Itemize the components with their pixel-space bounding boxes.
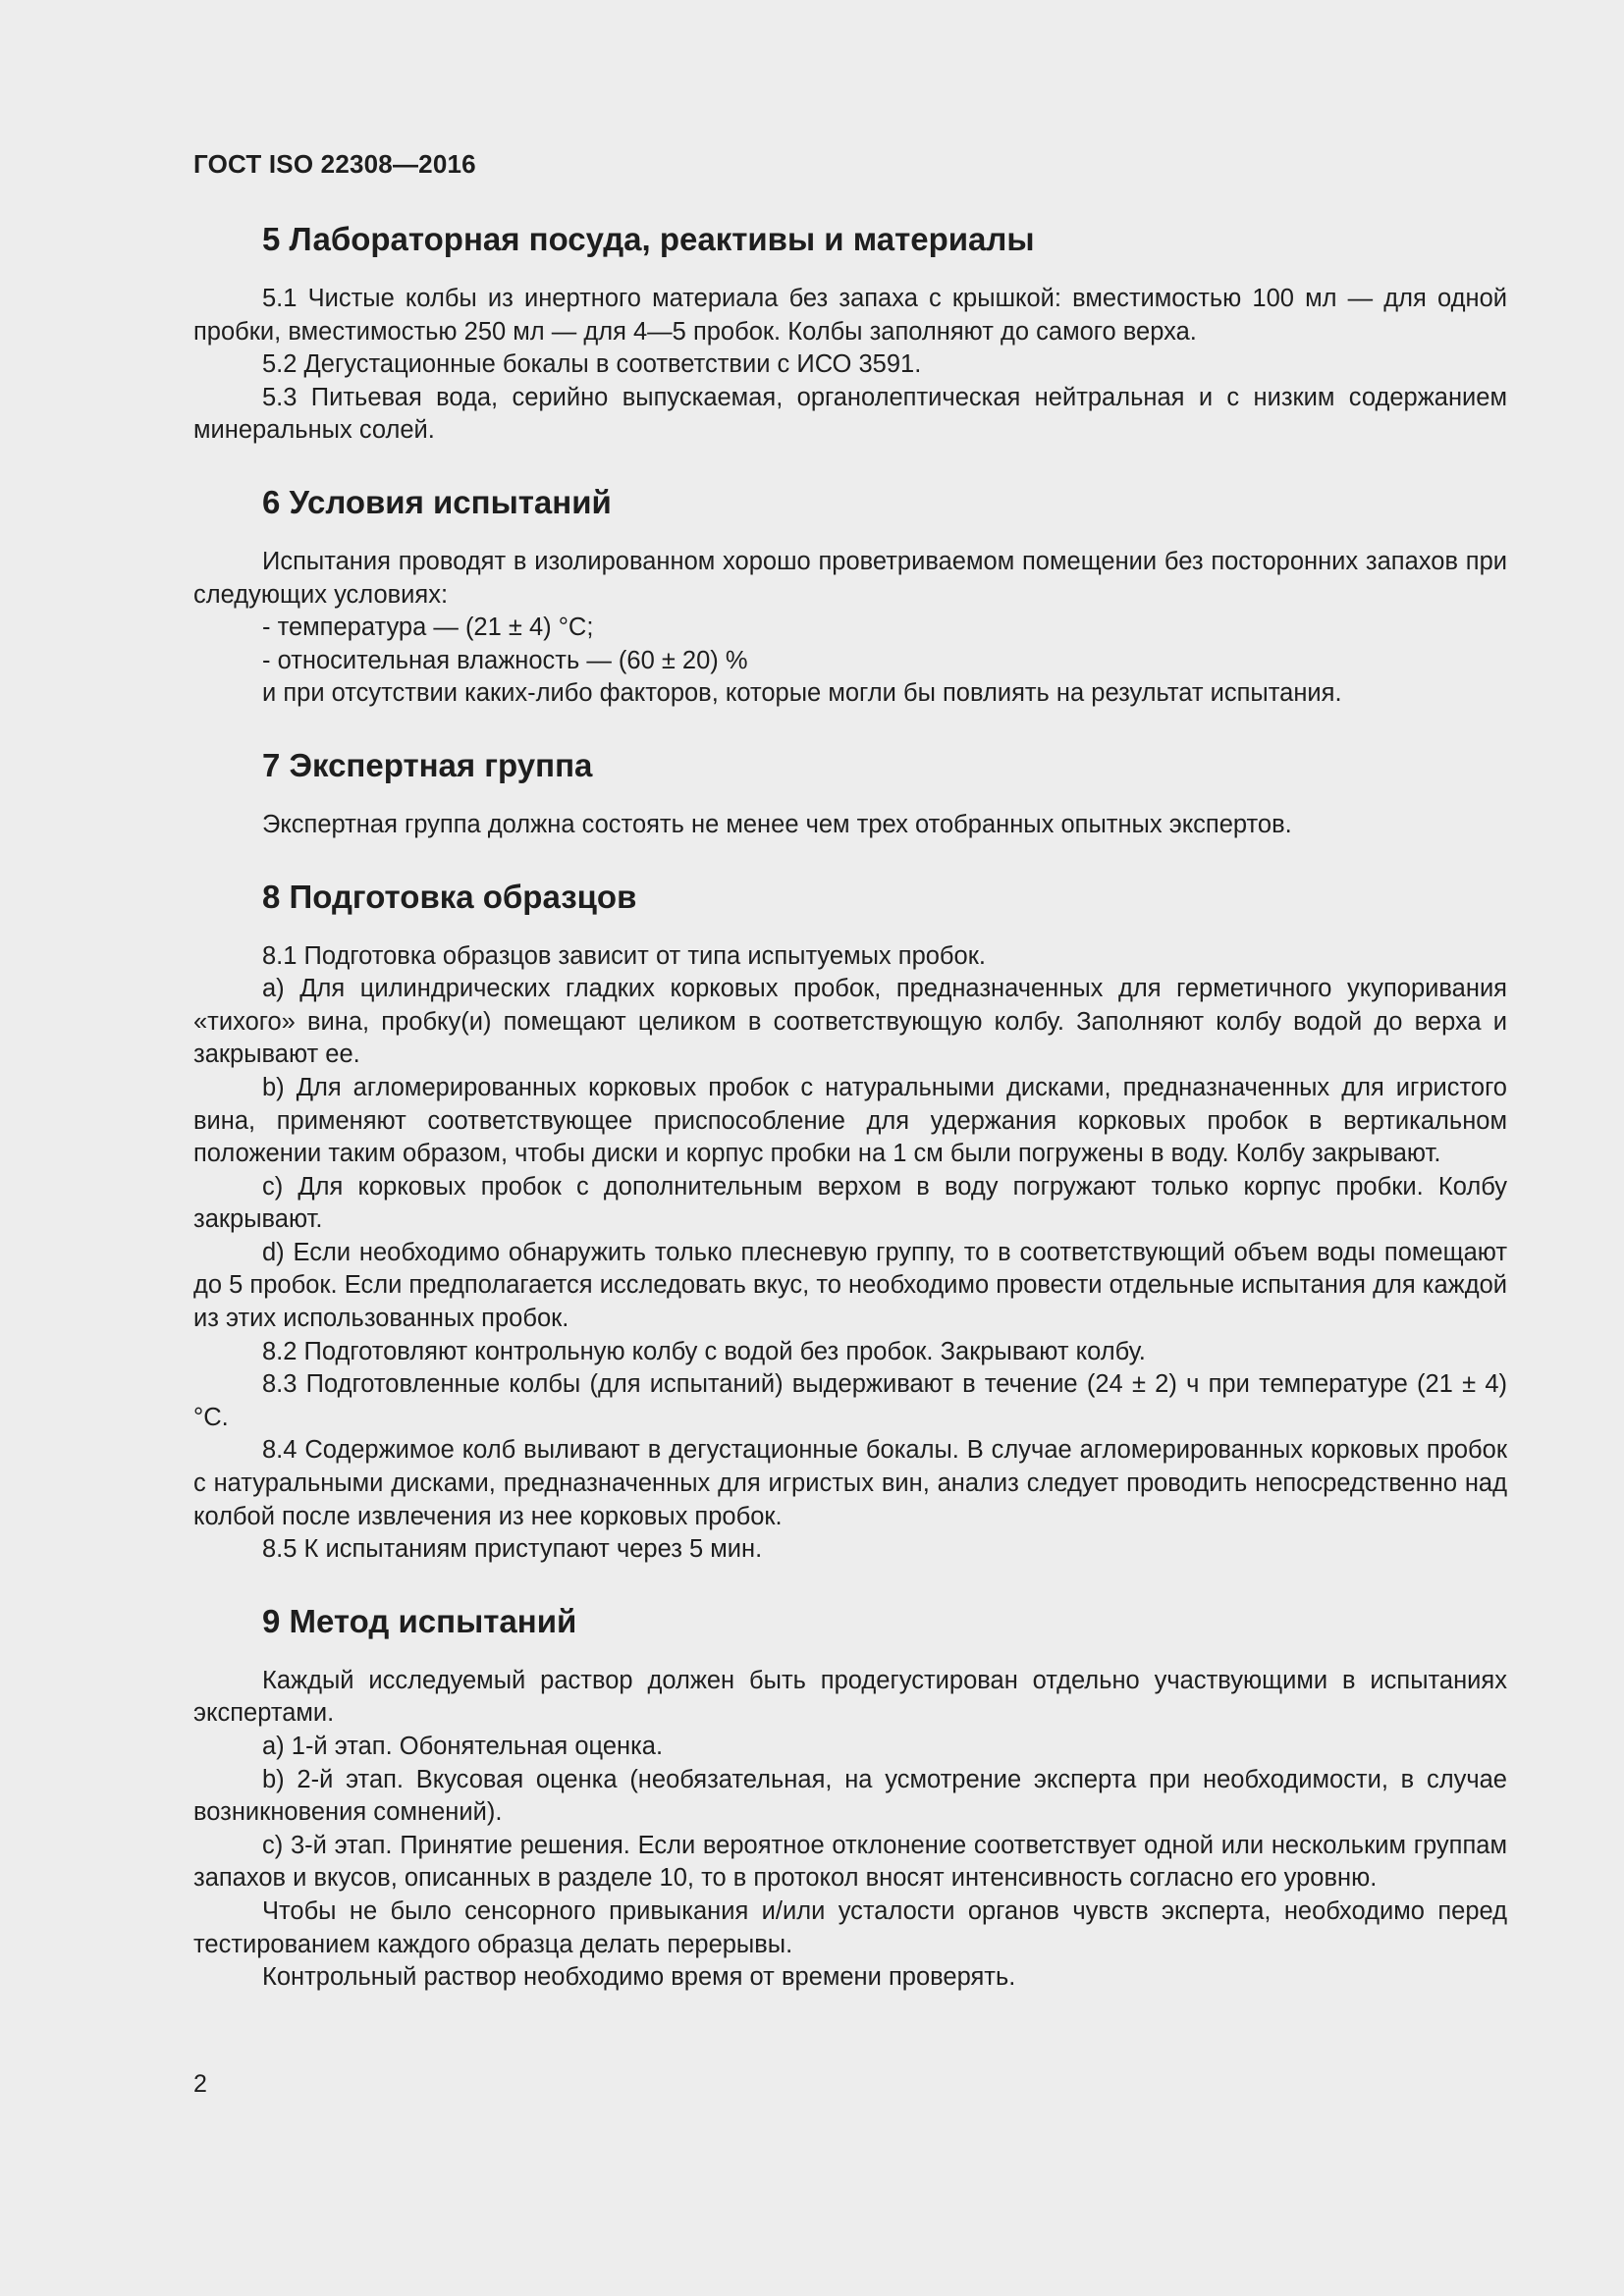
document-header: ГОСТ ISO 22308—2016 [193,149,476,179]
section-title: 9 Метод испытаний [262,1602,577,1639]
paragraph: 5.3 Питьевая вода, серийно выпускаемая, органолептическая нейтральная и с низким содержанием минеральных солей. [193,383,1507,445]
paragraph: a) Для цилиндрических гладких корковых пробок, предназначенных для герметичного укупоривания «тихого» вина, пробку(и) помещают целиком в соответствующую колбу. Заполняют колбу водой до верха и закрывают ее. [193,975,1507,1069]
section-5 [193,220,1507,448]
list-item: - относительная влажность — (60 ± 20) % [262,646,748,674]
paragraph: 8.1 Подготовка образцов зависит от типа испытуемых пробок. [262,941,986,970]
paragraph: и при отсутствии каких-либо факторов, которые могли бы повлиять на результат испытания. [262,679,1342,708]
page-number: 2 [193,2070,207,2098]
paragraph: a) 1-й этап. Обонятельная оценка. [262,1733,664,1760]
document-page [193,147,1507,1995]
paragraph: 8.3 Подготовленные колбы (для испытаний) выдерживают в течение (24 ± 2) ч при температуре (21 ± 4) °С. [193,1370,1507,1431]
paragraph: d) Если необходимо обнаружить только плесневую группу, то в соответствующий объем воды помещают до 5 пробок. Если предполагается исследовать вкус, то необходимо провести отдельные испытания для каждой из этих использованных пробок. [193,1238,1507,1333]
paragraph: 5.1 Чистые колбы из инертного материала без запаха с крышкой: вместимостью 100 мл — для одной пробки, вместимостью 250 мл — для 4—5 пробок. Колбы заполняют до самого верха. [193,285,1507,346]
paragraph: b) 2-й этап. Вкусовая оценка (необязательная, на усмотрение эксперта при необходимости, в случае возникновения сомнений). [193,1765,1507,1827]
list-item: - температура — (21 ± 4) °С; [262,614,594,642]
paragraph: Испытания проводят в изолированном хорошо проветриваемом помещении без посторонних запахов при следующих условиях: [193,547,1507,609]
section-8 [193,878,1507,1567]
paragraph: b) Для агломерированных корковых пробок с натуральными дисками, предназначенных для игристого вина, применяют соответствующее приспособление для удержания корковых пробок в вертикальном положении таким образом, чтобы диски и корпус пробки на 1 см были погружены в воду. Колбу закрывают. [193,1073,1507,1168]
section-7 [193,746,1507,842]
paragraph: c) Для корковых пробок с дополнительным верхом в воду погружают только корпус пробки. Колбу закрывают. [193,1172,1507,1234]
paragraph: 8.4 Содержимое колб выливают в дегустационные бокалы. В случае агломерированных корковых пробок с натуральными дисками, предназначенных для игристых вин, анализ следует проводить непосредственно над колбой после извлечения из нее корковых пробок. [193,1436,1507,1530]
paragraph: Экспертная группа должна состоять не менее чем трех отобранных опытных экспертов. [262,810,1292,838]
paragraph: c) 3-й этап. Принятие решения. Если вероятное отклонение соответствует одной или нескольким группам запахов и вкусов, описанных в разделе 10, то в протокол вносят интенсивность согласно его уровню. [193,1831,1507,1893]
paragraph: Чтобы не было сенсорного привыкания и/или усталости органов чувств эксперта, необходимо перед тестированием каждого образца делать перерывы. [193,1896,1507,1958]
paragraph: 8.2 Подготовляют контрольную колбу с водой без пробок. Закрывают колбу. [262,1337,1146,1365]
section-title: 7 Экспертная группа [262,746,593,783]
sections-container [193,220,1507,1995]
paragraph: 8.5 К испытаниям приступают через 5 мин. [262,1535,763,1564]
section-title: 8 Подготовка образцов [262,878,637,915]
paragraph: Каждый исследуемый раствор должен быть продегустирован отдельно участвующими в испытаниях экспертами. [193,1666,1507,1728]
section-6 [193,483,1507,711]
section-9 [193,1602,1507,1995]
section-title: 5 Лабораторная посуда, реактивы и материалы [262,221,1035,257]
paragraph: 5.2 Дегустационные бокалы в соответствии с ИСО 3591. [262,350,922,379]
section-title: 6 Условия испытаний [262,483,612,520]
paragraph: Контрольный раствор необходимо время от времени проверять. [262,1963,1016,1992]
